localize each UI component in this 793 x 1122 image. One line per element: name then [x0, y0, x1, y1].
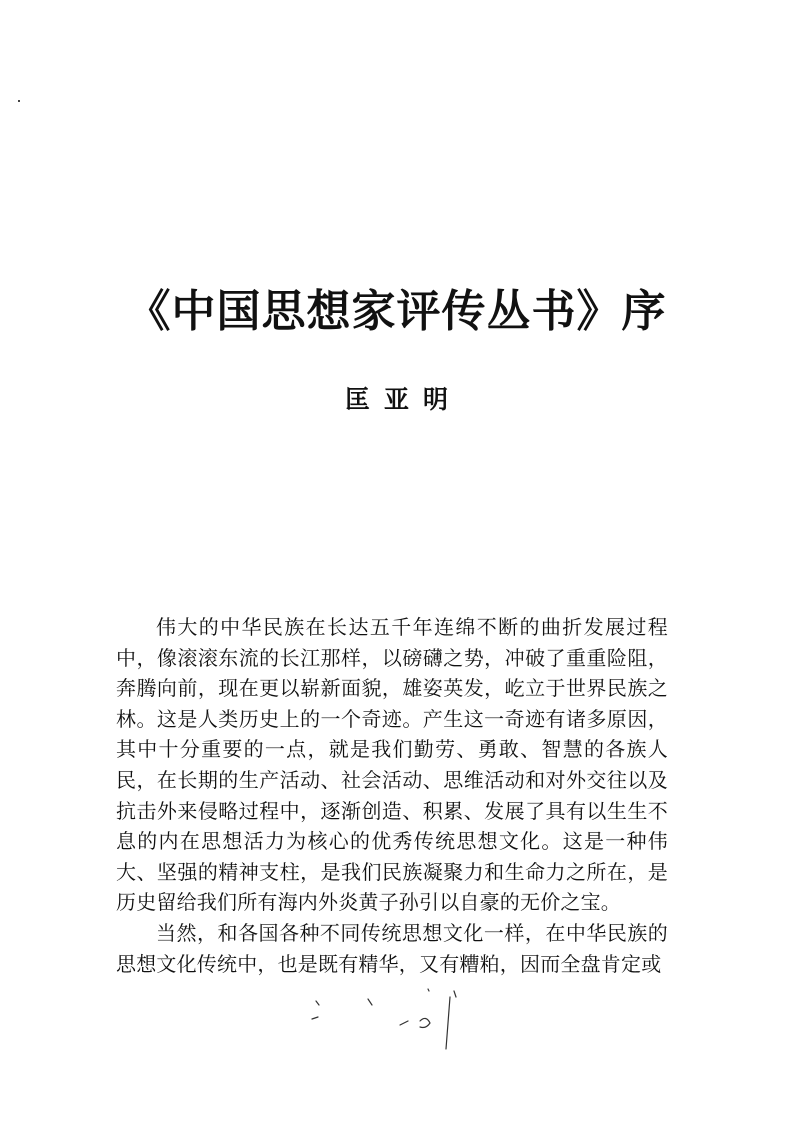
document-title: 《中国思想家评传丛书》序 [126, 286, 667, 337]
scan-speck [18, 100, 20, 102]
handwritten-marks [308, 985, 478, 1055]
paragraph-1: 伟大的中华民族在长达五千年连绵不断的曲折发展过程中，像滚滚东流的长江那样，以磅礴之势，冲破了重重险阻，奔腾向前，现在更以崭新面貌，雄姿英发，屹立于世界民族之林。这是人类历史上的一个奇迹。产生这一奇迹有诸多原因，其中十分重要的一点，就是我们勤劳、勇敢、智慧的各族人民，在长期的生产活动、社会活动、思维活动和对外交往以及抗击外来侵略过程中，逐渐创造、积累、发展了具有以生生不息的内在思想活力为核心的优秀传统思想文化。这是一种伟大、坚强的精神支柱，是我们民族凝聚力和生命力之所在，是历史留给我们所有海内外炎黄子孙引以自豪的无价之宝。 [116, 615, 668, 915]
paragraph-2: 当然，和各国各种不同传统思想文化一样，在中华民族的思想文化传统中，也是既有精华，又有糟粕，因而全盘肯定或 [116, 920, 668, 976]
author-name: 匡亚明 [344, 385, 462, 414]
body-text [116, 612, 668, 979]
